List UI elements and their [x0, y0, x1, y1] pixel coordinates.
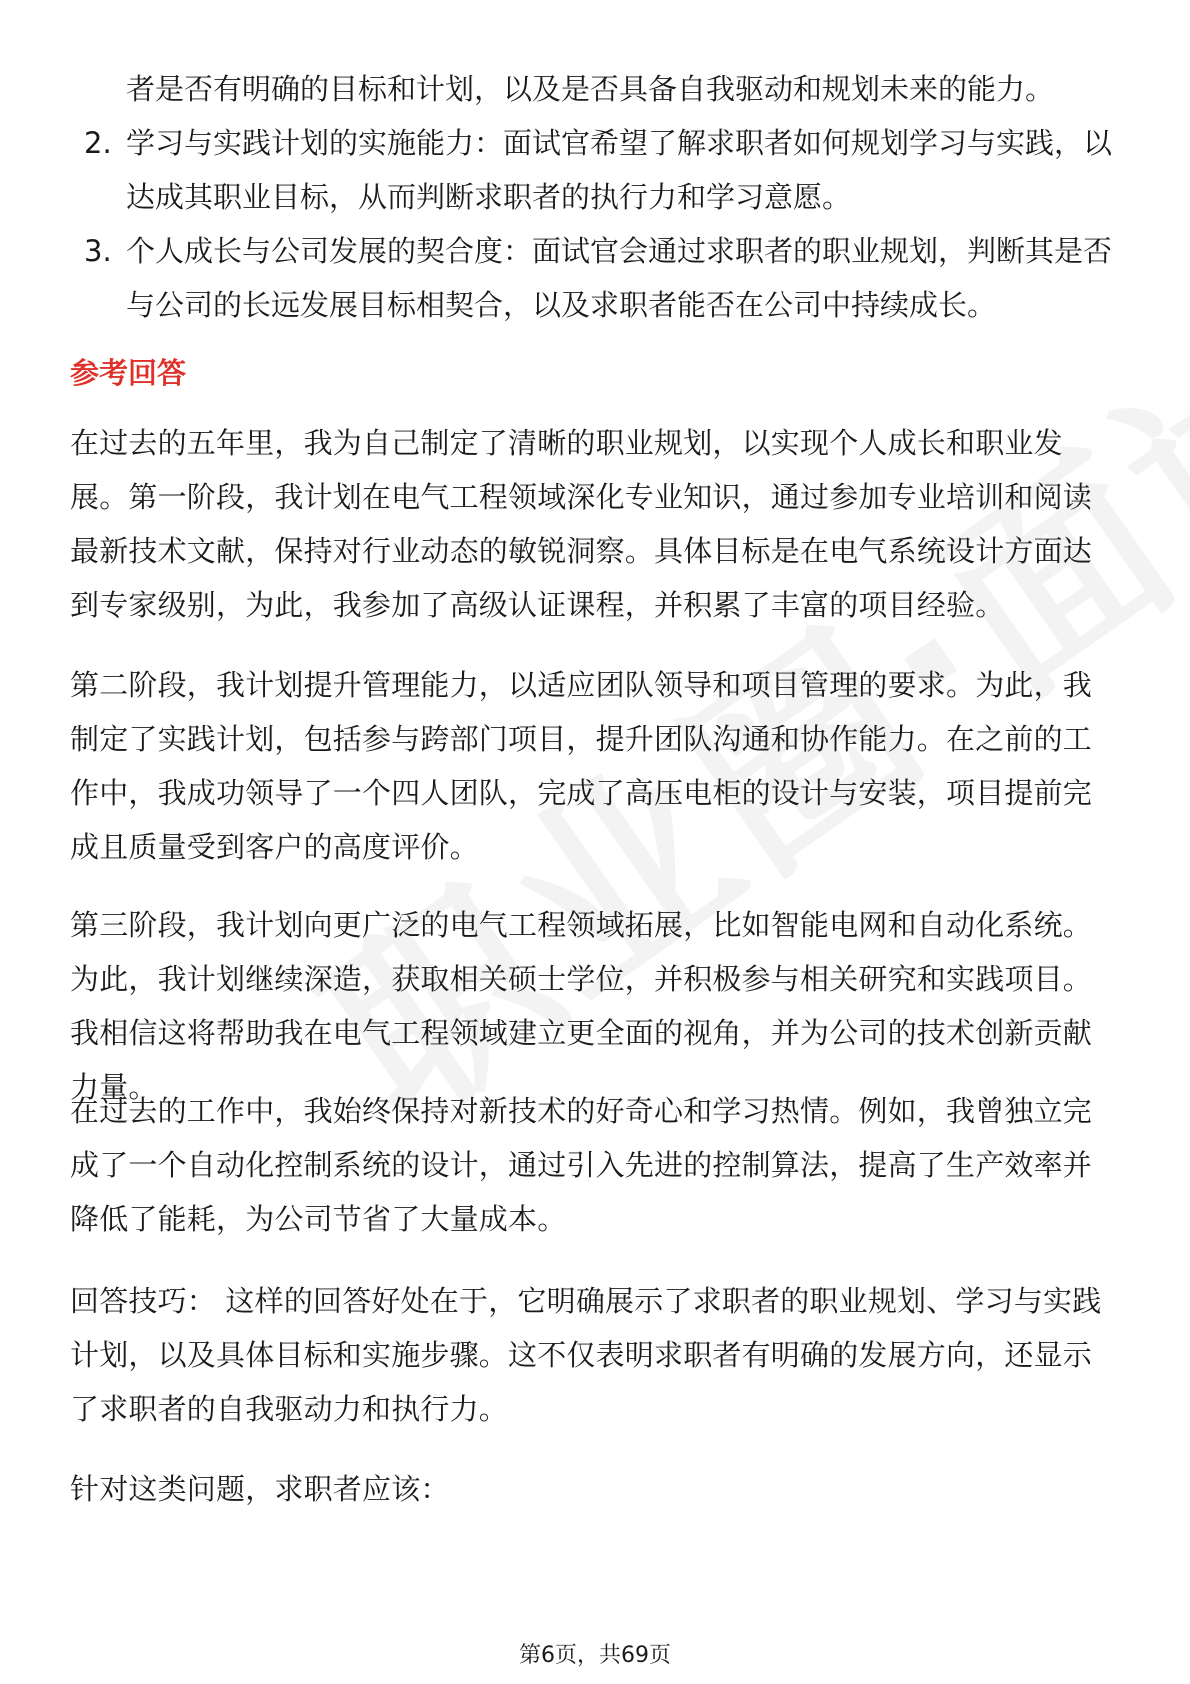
list-text: 学习与实践计划的实施能力：面试官希望了解求职者如何规划学习与实践，以达成其职业目标，从而判断求职者的执行力和学习意愿。 — [126, 126, 1113, 214]
list-number: 2. — [84, 126, 112, 160]
paragraph: 在过去的五年里，我为自己制定了清晰的职业规划，以实现个人成长和职业发展。第一阶段，我计划在电气工程领域深化专业知识，通过参加专业培训和阅读最新技术文献，保持对行业动态的敏锐洞察。具体目标是在电气系统设计方面达到专家级别，为此，我参加了高级认证课程，并积累了丰富的项目经验。 — [70, 426, 1093, 622]
paragraph: 第二阶段，我计划提升管理能力，以适应团队领导和项目管理的要求。为此，我制定了实践计划，包括参与跨部门项目，提升团队沟通和协作能力。在之前的工作中，我成功领导了一个四人团队，完成了高压电柜的设计与安装，项目提前完成且质量受到客户的高度评价。 — [70, 668, 1093, 864]
list-number: 3. — [84, 234, 112, 268]
section-title: 参考回答 — [70, 356, 187, 390]
paragraph: 针对这类问题，求职者应该： — [70, 1472, 450, 1506]
paragraph: 第三阶段，我计划向更广泛的电气工程领域拓展，比如智能电网和自动化系统。为此，我计划继续深造，获取相关硕士学位，并积极参与相关研究和实践项目。我相信这将帮助我在电气工程领域建立更全面的视角，并为公司的技术创新贡献力量。 — [70, 908, 1093, 1104]
answer-tips: 回答技巧： 这样的回答好处在于，它明确展示了求职者的职业规划、学习与实践计划，以及具体目标和实施步骤。这不仅表明求职者有明确的发展方向，还显示了求职者的自我驱动力和执行力。 — [70, 1284, 1102, 1426]
paragraph: 在过去的工作中，我始终保持对新技术的好奇心和学习热情。例如，我曾独立完成了一个自动化控制系统的设计，通过引入先进的控制算法，提高了生产效率并降低了能耗，为公司节省了大量成本。 — [70, 1094, 1093, 1236]
list-text: 个人成长与公司发展的契合度：面试官会通过求职者的职业规划，判断其是否与公司的长远发展目标相契合，以及求职者能否在公司中持续成长。 — [126, 234, 1113, 322]
intro-continuation: 者是否有明确的目标和计划，以及是否具备自我驱动和规划未来的能力。 — [126, 72, 1055, 106]
page-footer: 第6页，共69页 — [519, 1643, 671, 1668]
